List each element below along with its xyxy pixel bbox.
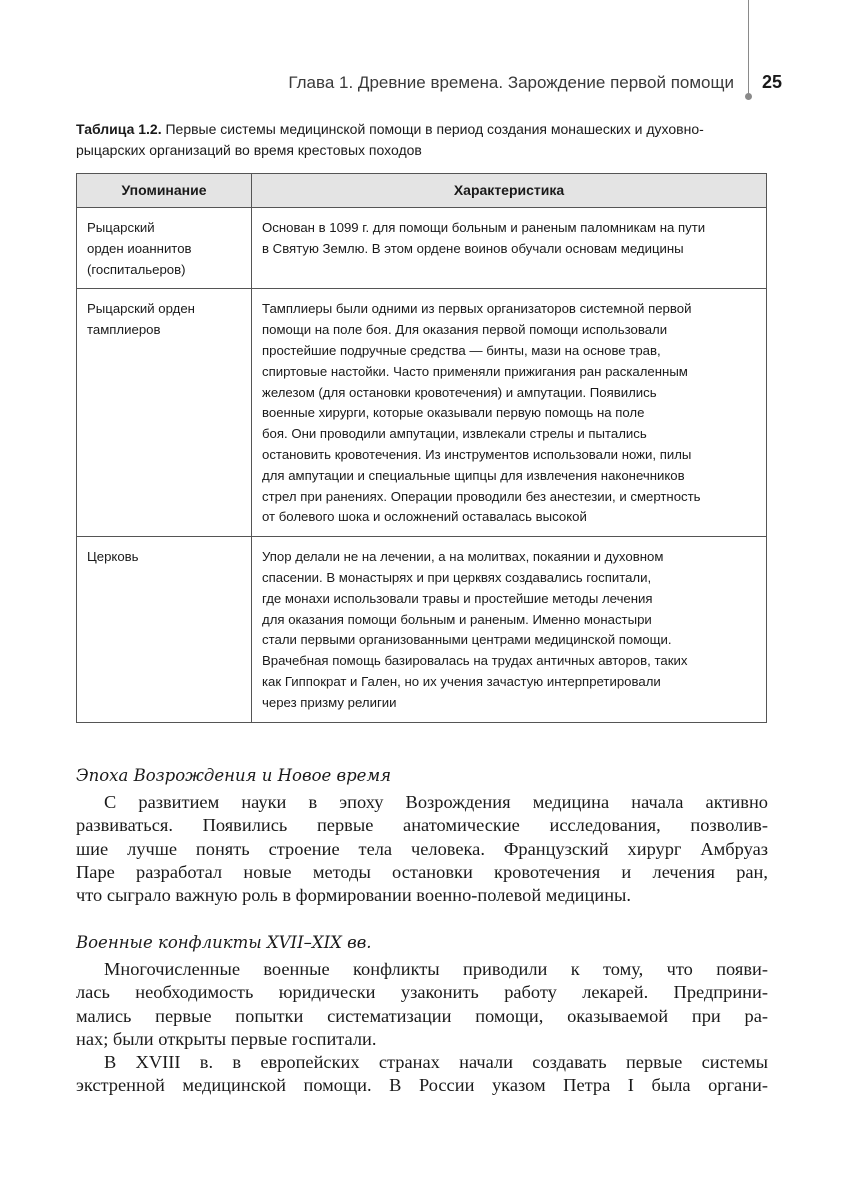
mention-line: Рыцарский орден — [87, 301, 195, 317]
paragraph-line: В XVIII в. в европейских странах начали создавать первые системы — [104, 1052, 768, 1072]
description-line: остановить кровотечения. Из инструментов использовали ножи, пилы — [262, 446, 692, 462]
description-line: стрел при ранениях. Операции проводили без анестезии, и смертность — [262, 488, 701, 504]
mention-line: орден иоаннитов — [87, 240, 192, 256]
mention-line: (госпитальеров) — [87, 261, 186, 277]
description-line: помощи на поле боя. Для оказания первой помощи использовали — [262, 322, 668, 338]
paragraph-military-conflicts — [76, 958, 768, 1051]
paragraph-line: С развитием науки в эпоху Возрождения медицина начала активно — [104, 792, 768, 812]
paragraph-line: Многочисленные военные конфликты приводили к тому, что появи- — [104, 959, 768, 979]
mention-line: Церковь — [87, 549, 139, 565]
paragraph-line: что сыграло важную роль в формировании военно-полевой медицины. — [76, 885, 631, 906]
medical-systems-table — [76, 173, 767, 723]
paragraph-line: нах; были открыты первые госпитали. — [76, 1028, 377, 1049]
running-head: Глава 1. Древние времена. Зарождение первой помощи — [288, 73, 734, 92]
paragraph-xviii-century — [76, 1051, 768, 1098]
table-row — [77, 537, 767, 722]
paragraph-line: развиваться. Появились первые анатомические исследования, позволив- — [76, 815, 768, 836]
description-line: Тамплиеры были одними из первых организаторов системной первой — [262, 301, 692, 317]
table-caption-text: Первые системы медицинской помощи в период создания монашеских и духовно-рыцарских организаций во время крестовых походов — [76, 121, 704, 158]
description-line: боя. Они проводили ампутации, извлекали стрелы и пытались — [262, 426, 647, 442]
description-cell — [252, 289, 767, 537]
description-line: железом (для остановки кровотечения) и ампутации. Появились — [262, 384, 657, 400]
description-line: в Святую Землю. В этом ордене воинов обучали основам медицины — [262, 240, 684, 256]
mention-cell — [77, 289, 252, 537]
description-line: для оказания помощи больным и раненым. Именно монастыри — [262, 611, 652, 627]
description-line: как Гиппократ и Гален, но их учения зачастую интерпретировали — [262, 673, 661, 689]
description-line: через призму религии — [262, 694, 397, 710]
header-divider — [748, 0, 749, 96]
paragraph-renaissance — [76, 791, 768, 907]
description-line: спиртовые настойки. Часто применяли прижигания ран раскаленным — [262, 363, 688, 379]
mention-line: Рыцарский — [87, 220, 155, 235]
description-line: стали первыми организованными центрами медицинской помощи. — [262, 632, 672, 648]
column-header-characteristic: Характеристика — [252, 174, 767, 208]
mention-line: тамплиеров — [87, 322, 161, 338]
description-cell — [252, 537, 767, 722]
description-line: для ампутации и специальные щипцы для извлечения наконечников — [262, 467, 685, 483]
mention-cell — [77, 537, 252, 722]
description-cell — [252, 208, 767, 289]
mention-cell — [77, 208, 252, 289]
paragraph-line: Паре разработал новые методы остановки кровотечения и лечения ран, — [76, 861, 768, 882]
paragraph-line: лась необходимость юридически узаконить работу лекарей. Предприни- — [76, 982, 768, 1003]
description-line: простейшие подручные средства — бинты, мази на основе трав, — [262, 342, 661, 358]
table-caption-label: Таблица 1.2. — [76, 121, 162, 137]
paragraph-line: экстренной медицинской помощи. В России указом Петра I была органи- — [76, 1075, 768, 1096]
description-line: Упор делали не на лечении, а на молитвах, покаянии и духовном — [262, 549, 664, 565]
description-line: от болевого шока и осложнений оставалась высокой — [262, 509, 587, 525]
table-caption — [76, 119, 768, 161]
section-heading-military-conflicts: Военные конфликты XVII–XIX вв. — [76, 933, 372, 952]
description-line: где монахи использовали травы и простейшие методы лечения — [262, 590, 653, 606]
description-line: военные хирурги, которые оказывали первую помощь на поле — [262, 405, 645, 421]
table-row — [77, 289, 767, 537]
section-heading-renaissance: Эпоха Возрождения и Новое время — [76, 766, 392, 785]
table-header-row — [77, 174, 767, 208]
page-number: 25 — [762, 72, 783, 92]
page-header — [0, 70, 842, 110]
description-line: спасении. В монастырях и при церквях создавались госпитали, — [262, 569, 652, 585]
table-row — [77, 208, 767, 289]
column-header-mention: Упоминание — [77, 174, 252, 208]
description-line: Основан в 1099 г. для помощи больным и раненым паломникам на пути — [262, 220, 706, 235]
description-line: Врачебная помощь базировалась на трудах античных авторов, таких — [262, 653, 688, 669]
paragraph-line: шие лучше понять строение тела человека. Французский хирург Амбруаз — [76, 838, 768, 859]
paragraph-line: мались первые попытки систематизации помощи, оказываемой при ра- — [76, 1005, 768, 1026]
header-dot — [745, 93, 752, 100]
